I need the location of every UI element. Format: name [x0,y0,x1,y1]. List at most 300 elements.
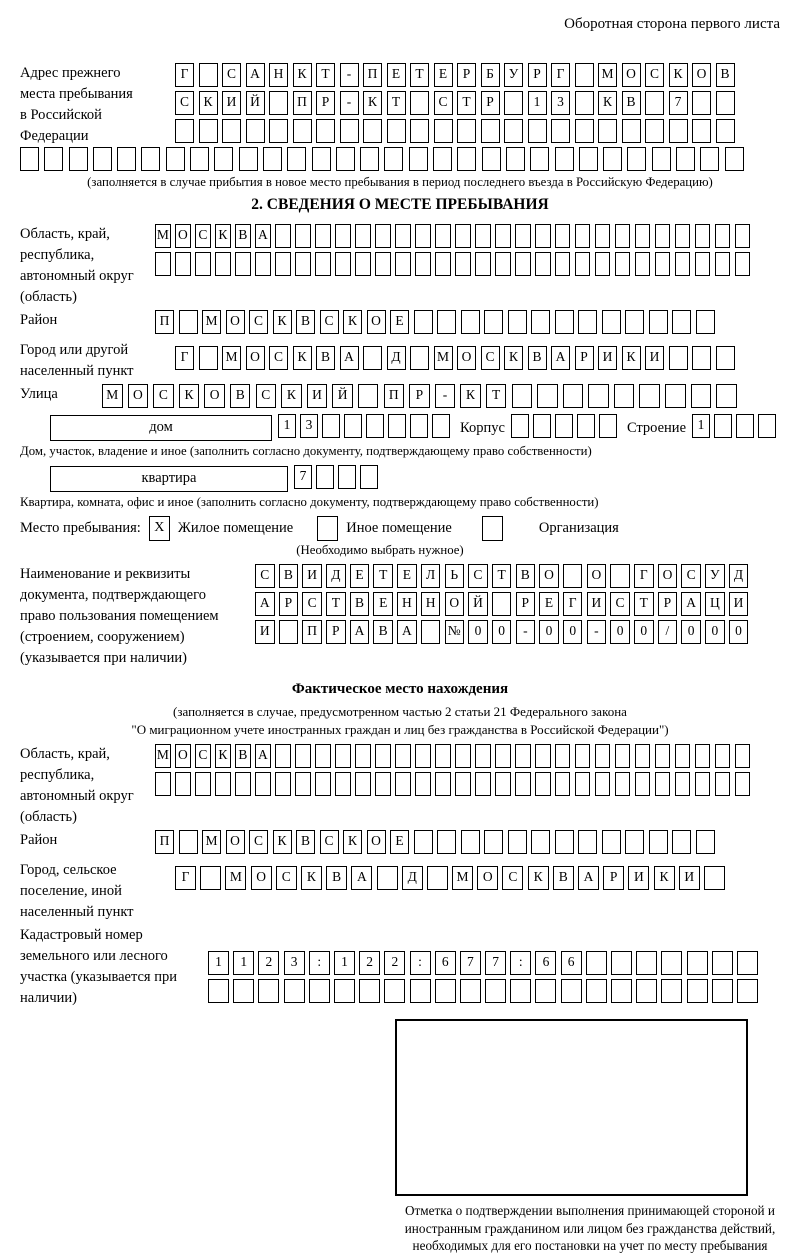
char-box[interactable] [435,979,456,1003]
char-box[interactable] [482,147,501,171]
char-box[interactable] [435,252,451,276]
char-box[interactable] [639,384,660,408]
char-box[interactable] [603,147,622,171]
char-box[interactable] [675,772,691,796]
char-box[interactable] [255,252,271,276]
char-box[interactable]: А [578,866,599,890]
char-box[interactable] [363,346,382,370]
char-box[interactable] [655,744,671,768]
char-box[interactable] [531,830,550,854]
char-box[interactable]: Р [481,91,500,115]
char-box[interactable]: К [293,346,312,370]
char-box[interactable]: Р [279,592,299,616]
house-field-box[interactable]: дом [50,415,272,441]
char-box[interactable]: В [350,592,370,616]
char-box[interactable] [414,310,433,334]
char-box[interactable] [735,744,751,768]
char-box[interactable] [627,147,646,171]
char-box[interactable] [504,91,523,115]
char-box[interactable] [363,119,382,143]
char-box[interactable] [610,564,630,588]
char-box[interactable] [715,252,731,276]
char-box[interactable] [360,465,378,489]
char-box[interactable]: М [434,346,453,370]
char-box[interactable] [555,772,571,796]
char-box[interactable] [141,147,160,171]
char-box[interactable] [315,772,331,796]
char-box[interactable]: Е [434,63,453,87]
char-box[interactable] [315,744,331,768]
char-box[interactable] [315,252,331,276]
char-box[interactable] [661,979,682,1003]
char-box[interactable] [575,63,594,87]
char-box[interactable] [625,310,644,334]
char-box[interactable] [375,224,391,248]
char-box[interactable] [214,147,233,171]
char-box[interactable]: Р [658,592,678,616]
char-box[interactable] [586,951,607,975]
char-box[interactable] [481,119,500,143]
char-box[interactable] [315,224,331,248]
char-box[interactable] [409,147,428,171]
char-box[interactable] [665,384,686,408]
char-box[interactable]: Г [175,866,196,890]
char-box[interactable]: А [551,346,570,370]
char-box[interactable]: В [528,346,547,370]
char-box[interactable] [622,119,641,143]
char-box[interactable] [155,252,171,276]
char-box[interactable] [222,119,241,143]
char-box[interactable] [555,830,574,854]
char-box[interactable]: В [296,830,315,854]
char-box[interactable]: В [230,384,251,408]
char-box[interactable] [427,866,448,890]
char-box[interactable]: К [654,866,675,890]
char-box[interactable]: С [320,310,339,334]
char-box[interactable] [175,772,191,796]
char-box[interactable]: Р [575,346,594,370]
char-box[interactable]: О [128,384,149,408]
char-box[interactable] [655,252,671,276]
char-box[interactable]: И [729,592,749,616]
char-box[interactable]: Д [387,346,406,370]
char-box[interactable]: 0 [539,620,559,644]
char-box[interactable] [535,744,551,768]
char-box[interactable]: 0 [705,620,725,644]
char-box[interactable] [625,830,644,854]
char-box[interactable]: О [226,830,245,854]
char-box[interactable] [421,620,441,644]
char-box[interactable] [475,252,491,276]
char-box[interactable] [535,979,556,1003]
char-box[interactable]: О [367,830,386,854]
char-box[interactable] [736,414,754,438]
char-box[interactable] [195,252,211,276]
char-box[interactable] [636,979,657,1003]
char-box[interactable] [495,744,511,768]
char-box[interactable]: М [452,866,473,890]
char-box[interactable] [636,951,657,975]
char-box[interactable]: О [367,310,386,334]
char-box[interactable] [295,252,311,276]
char-box[interactable]: О [175,744,191,768]
char-box[interactable] [293,119,312,143]
char-box[interactable]: Р [326,620,346,644]
char-box[interactable] [275,772,291,796]
char-box[interactable] [716,119,735,143]
char-box[interactable] [555,252,571,276]
char-box[interactable]: Т [316,63,335,87]
char-box[interactable]: - [435,384,456,408]
char-box[interactable] [669,119,688,143]
char-box[interactable] [508,310,527,334]
char-box[interactable] [485,979,506,1003]
char-box[interactable] [377,866,398,890]
char-box[interactable]: 1 [233,951,254,975]
char-box[interactable] [735,224,751,248]
char-box[interactable]: 7 [294,465,312,489]
char-box[interactable] [437,310,456,334]
char-box[interactable]: С [255,564,275,588]
char-box[interactable] [263,147,282,171]
char-box[interactable] [359,979,380,1003]
char-box[interactable] [615,744,631,768]
char-box[interactable] [275,744,291,768]
char-box[interactable]: 3 [300,414,318,438]
char-box[interactable] [388,414,406,438]
char-box[interactable] [335,772,351,796]
char-box[interactable] [475,224,491,248]
char-box[interactable]: И [645,346,664,370]
char-box[interactable] [335,252,351,276]
char-box[interactable] [652,147,671,171]
char-box[interactable] [615,224,631,248]
char-box[interactable] [737,979,758,1003]
char-box[interactable]: 0 [468,620,488,644]
char-box[interactable] [435,772,451,796]
char-box[interactable]: 1 [528,91,547,115]
char-box[interactable]: О [175,224,191,248]
char-box[interactable]: П [155,830,174,854]
char-box[interactable]: А [255,592,275,616]
char-box[interactable] [535,772,551,796]
char-box[interactable] [578,310,597,334]
char-box[interactable] [410,979,431,1003]
char-box[interactable] [575,224,591,248]
char-box[interactable]: Н [397,592,417,616]
char-box[interactable] [506,147,525,171]
char-box[interactable]: М [102,384,123,408]
char-box[interactable]: С [468,564,488,588]
char-box[interactable] [675,252,691,276]
char-box[interactable] [649,830,668,854]
char-box[interactable]: С [195,744,211,768]
char-box[interactable] [696,830,715,854]
char-box[interactable] [355,224,371,248]
char-box[interactable] [661,951,682,975]
char-box[interactable]: Т [373,564,393,588]
char-box[interactable] [530,147,549,171]
char-box[interactable]: М [155,224,171,248]
char-box[interactable] [533,414,551,438]
char-box[interactable] [375,772,391,796]
char-box[interactable]: 0 [492,620,512,644]
char-box[interactable] [595,224,611,248]
char-box[interactable]: Р [409,384,430,408]
char-box[interactable]: С [249,830,268,854]
stay-option-other-checkbox[interactable] [317,516,338,541]
char-box[interactable]: Е [387,63,406,87]
char-box[interactable] [735,772,751,796]
char-box[interactable]: Р [316,91,335,115]
char-box[interactable] [614,384,635,408]
char-box[interactable] [645,119,664,143]
char-box[interactable] [575,252,591,276]
char-box[interactable]: А [681,592,701,616]
char-box[interactable] [235,772,251,796]
char-box[interactable]: 6 [435,951,456,975]
char-box[interactable]: 7 [460,951,481,975]
char-box[interactable]: 2 [359,951,380,975]
char-box[interactable]: И [222,91,241,115]
char-box[interactable] [155,772,171,796]
char-box[interactable] [563,384,584,408]
char-box[interactable]: У [705,564,725,588]
char-box[interactable] [395,252,411,276]
char-box[interactable]: О [622,63,641,87]
char-box[interactable]: 3 [551,91,570,115]
char-box[interactable]: 7 [485,951,506,975]
char-box[interactable] [575,91,594,115]
char-box[interactable] [515,252,531,276]
char-box[interactable] [687,979,708,1003]
char-box[interactable] [460,979,481,1003]
char-box[interactable]: О [457,346,476,370]
char-box[interactable] [675,224,691,248]
char-box[interactable] [435,744,451,768]
char-box[interactable] [269,91,288,115]
char-box[interactable] [295,772,311,796]
char-box[interactable]: М [202,310,221,334]
char-box[interactable]: С [320,830,339,854]
char-box[interactable]: А [351,866,372,890]
char-box[interactable] [336,147,355,171]
char-box[interactable]: К [622,346,641,370]
char-box[interactable] [316,465,334,489]
char-box[interactable] [555,744,571,768]
char-box[interactable]: П [363,63,382,87]
char-box[interactable] [455,772,471,796]
char-box[interactable]: К [179,384,200,408]
char-box[interactable] [334,979,355,1003]
char-box[interactable] [575,119,594,143]
char-box[interactable]: № [445,620,465,644]
stay-option-organization-checkbox[interactable] [482,516,503,541]
char-box[interactable]: М [225,866,246,890]
char-box[interactable] [635,252,651,276]
char-box[interactable] [598,119,617,143]
char-box[interactable]: Е [390,310,409,334]
char-box[interactable] [578,830,597,854]
char-box[interactable]: К [363,91,382,115]
char-box[interactable]: 0 [610,620,630,644]
char-box[interactable] [676,147,695,171]
char-box[interactable] [515,224,531,248]
char-box[interactable] [595,252,611,276]
char-box[interactable] [700,147,719,171]
stay-option-residential-checkbox[interactable]: X [149,516,170,541]
char-box[interactable] [295,744,311,768]
char-box[interactable] [338,465,356,489]
char-box[interactable]: И [302,564,322,588]
char-box[interactable]: О [539,564,559,588]
char-box[interactable] [415,224,431,248]
char-box[interactable]: С [269,346,288,370]
char-box[interactable] [515,744,531,768]
char-box[interactable] [309,979,330,1003]
char-box[interactable]: Е [539,592,559,616]
char-box[interactable]: К [343,830,362,854]
char-box[interactable] [675,744,691,768]
char-box[interactable] [602,830,621,854]
char-box[interactable]: М [222,346,241,370]
char-box[interactable] [375,744,391,768]
char-box[interactable] [395,744,411,768]
apartment-field-box[interactable]: квартира [50,466,288,492]
char-box[interactable]: М [598,63,617,87]
char-box[interactable] [175,119,194,143]
char-box[interactable] [595,744,611,768]
char-box[interactable]: В [235,744,251,768]
char-box[interactable]: К [199,91,218,115]
char-box[interactable] [716,91,735,115]
char-box[interactable] [692,346,711,370]
char-box[interactable] [672,830,691,854]
char-box[interactable] [199,346,218,370]
char-box[interactable]: С [434,91,453,115]
char-box[interactable]: К [281,384,302,408]
char-box[interactable]: : [410,951,431,975]
char-box[interactable]: О [246,346,265,370]
char-box[interactable] [561,979,582,1003]
char-box[interactable] [239,147,258,171]
char-box[interactable]: К [273,310,292,334]
char-box[interactable]: О [445,592,465,616]
char-box[interactable] [475,744,491,768]
char-box[interactable]: Е [373,592,393,616]
char-box[interactable] [758,414,776,438]
char-box[interactable] [410,91,429,115]
char-box[interactable] [322,414,340,438]
char-box[interactable] [410,346,429,370]
char-box[interactable]: И [679,866,700,890]
char-box[interactable] [44,147,63,171]
char-box[interactable] [588,384,609,408]
char-box[interactable] [649,310,668,334]
char-box[interactable] [615,252,631,276]
char-box[interactable] [384,147,403,171]
char-box[interactable] [716,384,737,408]
char-box[interactable]: А [350,620,370,644]
char-box[interactable] [284,979,305,1003]
char-box[interactable]: 1 [208,951,229,975]
char-box[interactable] [510,979,531,1003]
char-box[interactable] [655,772,671,796]
char-box[interactable]: А [255,224,271,248]
char-box[interactable] [692,91,711,115]
char-box[interactable]: 0 [634,620,654,644]
char-box[interactable]: И [587,592,607,616]
char-box[interactable] [504,119,523,143]
char-box[interactable]: Г [175,346,194,370]
char-box[interactable]: 1 [278,414,296,438]
char-box[interactable]: С [153,384,174,408]
char-box[interactable]: Ц [705,592,725,616]
char-box[interactable]: С [502,866,523,890]
char-box[interactable] [655,224,671,248]
char-box[interactable] [669,346,688,370]
char-box[interactable] [455,252,471,276]
char-box[interactable]: Г [175,63,194,87]
char-box[interactable]: К [669,63,688,87]
char-box[interactable] [508,830,527,854]
char-box[interactable]: К [215,744,231,768]
char-box[interactable] [69,147,88,171]
char-box[interactable] [410,414,428,438]
char-box[interactable]: К [293,63,312,87]
char-box[interactable] [712,951,733,975]
char-box[interactable] [366,414,384,438]
char-box[interactable] [635,772,651,796]
char-box[interactable]: Л [421,564,441,588]
char-box[interactable] [537,384,558,408]
char-box[interactable] [179,830,198,854]
char-box[interactable]: С [481,346,500,370]
char-box[interactable] [599,414,617,438]
char-box[interactable] [335,224,351,248]
char-box[interactable]: 6 [561,951,582,975]
char-box[interactable]: Р [603,866,624,890]
char-box[interactable]: Т [326,592,346,616]
char-box[interactable]: Г [634,564,654,588]
char-box[interactable] [579,147,598,171]
char-box[interactable]: Т [410,63,429,87]
char-box[interactable] [645,91,664,115]
char-box[interactable] [233,979,254,1003]
char-box[interactable]: С [249,310,268,334]
char-box[interactable]: Г [563,592,583,616]
char-box[interactable]: Е [397,564,417,588]
char-box[interactable]: К [598,91,617,115]
char-box[interactable] [117,147,136,171]
char-box[interactable] [495,252,511,276]
char-box[interactable]: - [516,620,536,644]
char-box[interactable]: С [276,866,297,890]
char-box[interactable] [511,414,529,438]
char-box[interactable]: А [340,346,359,370]
char-box[interactable]: 0 [563,620,583,644]
char-box[interactable]: Б [481,63,500,87]
char-box[interactable]: В [316,346,335,370]
char-box[interactable]: Й [246,91,265,115]
char-box[interactable]: О [477,866,498,890]
char-box[interactable] [692,119,711,143]
char-box[interactable] [461,310,480,334]
char-box[interactable]: 0 [729,620,749,644]
char-box[interactable] [384,979,405,1003]
char-box[interactable] [355,772,371,796]
char-box[interactable] [432,414,450,438]
